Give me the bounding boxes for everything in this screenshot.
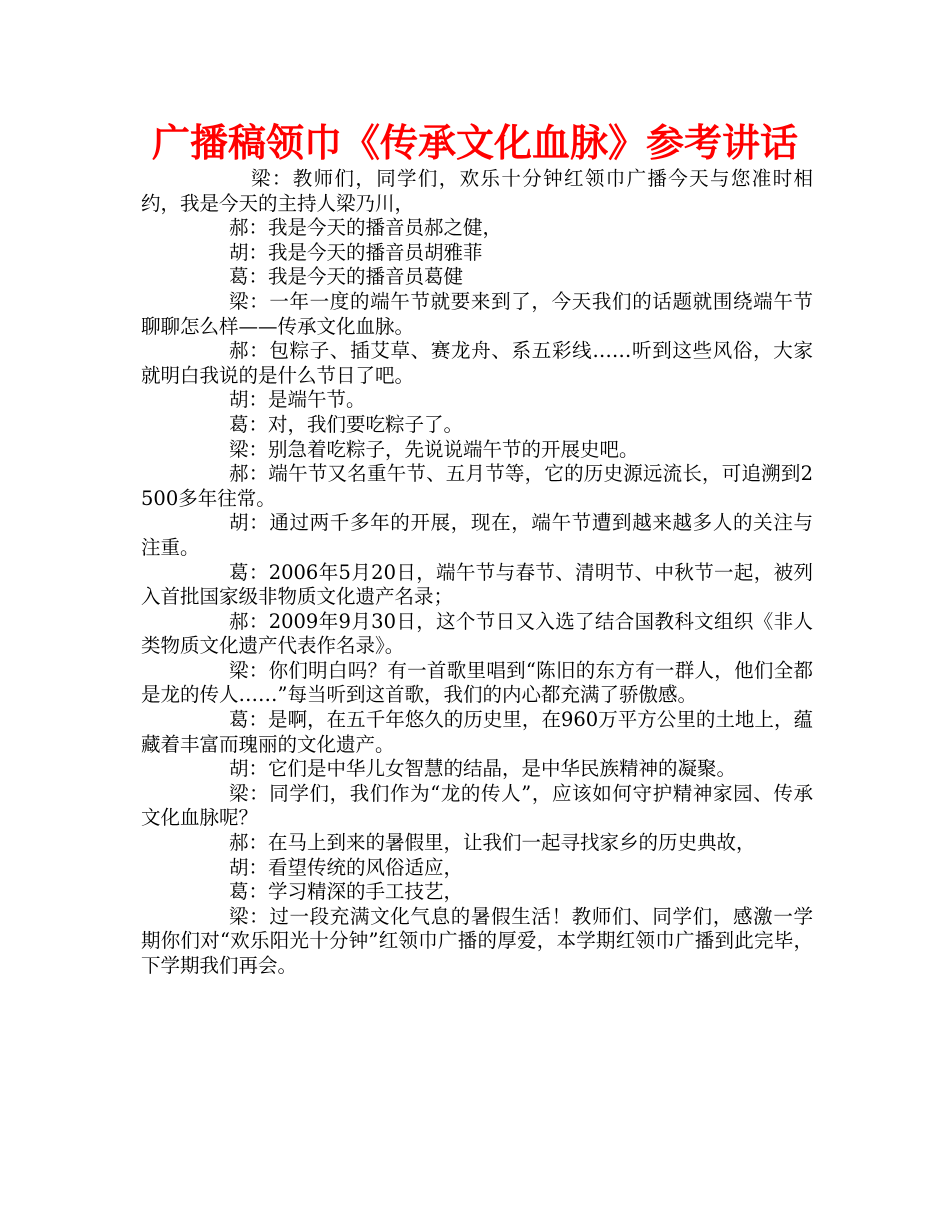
paragraph-14: 梁：你们明白吗？有一首歌里唱到“陈旧的东方有一群人，他们全都是龙的传人……”每当听到这首歌，我们的内心都充满了骄傲感。 (141, 658, 813, 707)
paragraph-18: 郝：在马上到来的暑假里，让我们一起寻找家乡的历史典故， (229, 831, 756, 855)
paragraph-6: 郝：包粽子、插艾草、赛龙舟、系五彩线……听到这些风俗，大家就明白我说的是什么节日了吧。 (141, 339, 813, 387)
paragraph-21: 梁：过一段充满文化气息的暑假生活！教师们、同学们，感激一学期你们对“欢乐阳光十分钟”红领巾广播的厚爱，本学期红领巾广播到此完毕，下学期我们再会。 (141, 904, 813, 977)
paragraph-12: 葛：2006年5月20日，端午节与春节、清明节、中秋节一起，被列入首批国家级非物质文化遗产名录； (141, 560, 813, 609)
paragraph-13: 郝：2009年9月30日，这个节日又入选了结合国教科文组织《非人类物质文化遗产代表作名录》。 (141, 609, 813, 658)
paragraph-4: 葛：我是今天的播音员葛健 (229, 265, 464, 289)
paragraph-11: 胡：通过两千多年的开展，现在，端午节遭到越来越多人的关注与注重。 (141, 511, 813, 559)
paragraph-1: 梁：教师们，同学们，欢乐十分钟红领巾广播今天与您准时相约，我是今天的主持人梁乃川， (141, 167, 813, 215)
paragraph-17: 梁：同学们，我们作为“龙的传人”，应该如何守护精神家园、传承文化血脉呢？ (141, 781, 813, 830)
paragraph-5: 梁：一年一度的端午节就要来到了，今天我们的话题就围绕端午节聊聊怎么样——传承文化血脉。 (141, 289, 813, 338)
document-body (141, 167, 813, 979)
paragraph-2: 郝：我是今天的播音员郝之健， (229, 216, 503, 240)
paragraph-20: 葛：学习精深的手工技艺， (229, 880, 464, 904)
paragraph-16: 胡：它们是中华儿女智慧的结晶，是中华民族精神的凝聚。 (229, 757, 737, 781)
paragraph-10: 郝：端午节又名重午节、五月节等，它的历史源远流长，可追溯到2500多年往常。 (141, 462, 813, 510)
document-title: 广播稿领巾《传承文化血脉》参考讲话 (151, 121, 798, 165)
paragraph-8: 葛：对，我们要吃粽子了。 (229, 412, 464, 436)
paragraph-15: 葛：是啊，在五千年悠久的历史里，在960万平方公里的土地上，蕴藏着丰富而瑰丽的文化遗产。 (141, 708, 813, 756)
paragraph-19: 胡：看望传统的风俗适应， (229, 855, 464, 879)
paragraph-9: 梁：别急着吃粽子，先说说端午节的开展史吧。 (229, 437, 639, 461)
paragraph-7: 胡：是端午节。 (229, 388, 366, 412)
paragraph-3: 胡：我是今天的播音员胡雅菲 (229, 240, 483, 264)
